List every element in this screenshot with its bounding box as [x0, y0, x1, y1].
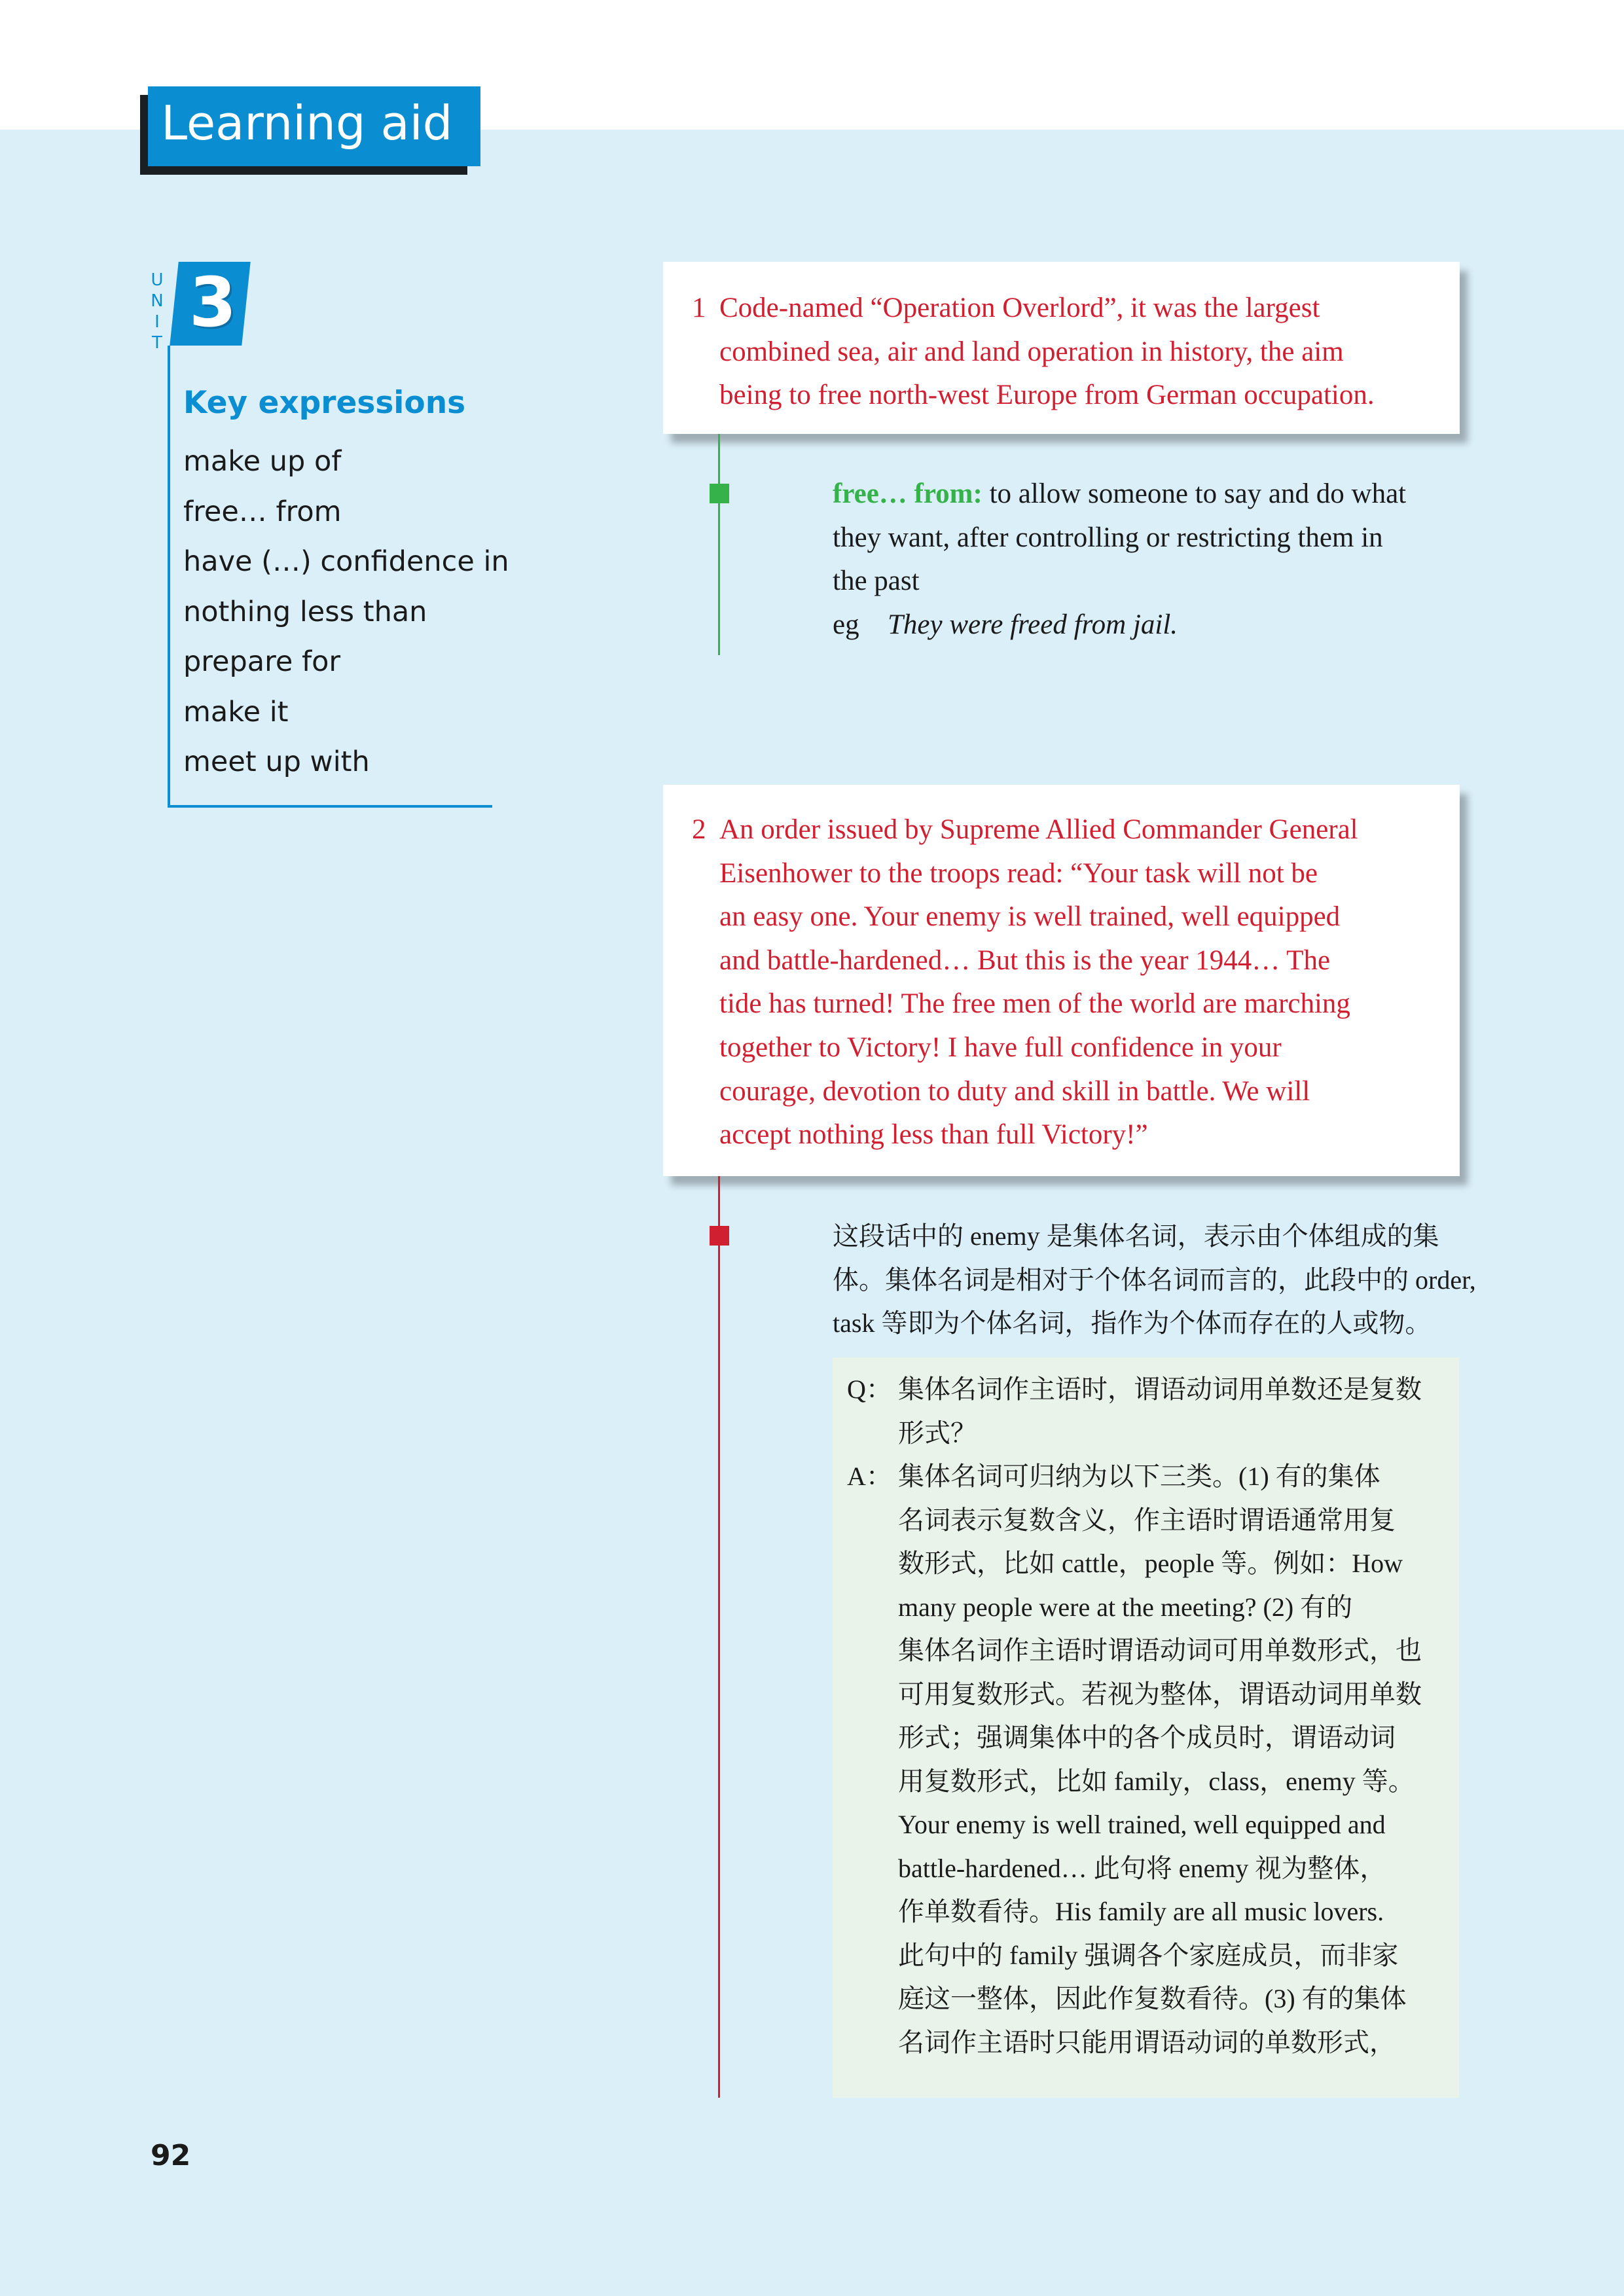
key-expression-item: make it — [183, 695, 289, 728]
quote-number: 1 — [692, 293, 706, 323]
example-text: They were freed from jail. — [888, 609, 1178, 640]
sidebar-rule-vertical — [168, 346, 170, 808]
answer-text: 用复数形式，比如 family，class，enemy 等。 — [898, 1766, 1415, 1796]
answer-continued — [898, 1499, 1422, 2065]
question-text: 集体名词作主语时，谓语动词用单数还是复数 — [898, 1374, 1422, 1404]
answer-text: 集体名词可归纳为以下三类。(1) 有的集体 — [898, 1462, 1380, 1491]
answer-line — [847, 1455, 1380, 1499]
quote-line: being to free north-west Europe from German occupation. — [719, 380, 1375, 410]
note-marker-red — [710, 1226, 729, 1246]
quote-line: Code-named “Operation Overlord”, it was the largest — [719, 293, 1320, 323]
quote-line: An order issued by Supreme Allied Commander General — [719, 814, 1358, 845]
quote-line: Eisenhower to the troops read: “Your task will not be — [719, 857, 1318, 889]
unit-number: 3 — [189, 262, 237, 342]
quote-card-1 — [663, 262, 1460, 434]
note-line: 体。集体名词是相对于个体名词而言的，此段中的 order, — [833, 1265, 1476, 1295]
note-connector-green — [718, 434, 720, 655]
unit-letter-n: N — [151, 291, 164, 311]
answer-text: 可用复数形式。若视为整体，谓语动词用单数 — [898, 1679, 1422, 1709]
highlighted-term: free… from: — [833, 478, 983, 509]
qa-box — [833, 1357, 1459, 2098]
key-expressions-title: Key expressions — [183, 385, 466, 421]
quote-card-2 — [663, 785, 1460, 1176]
unit-letter-t: T — [152, 333, 162, 353]
answer-text: 集体名词作主语时谓语动词可用单数形式，也 — [898, 1636, 1422, 1665]
quote-line: courage, devotion to duty and skill in battle. We will — [719, 1075, 1310, 1107]
quote-number: 2 — [692, 814, 706, 845]
page-number: 92 — [151, 2139, 191, 2172]
note-line: they want, after controlling or restricting them in — [833, 522, 1383, 553]
key-expression-item: prepare for — [183, 645, 341, 678]
quote-text — [719, 808, 1358, 1157]
quote-line: and battle-hardened… But this is the year 1944… The — [719, 944, 1331, 976]
unit-letter-u: U — [151, 270, 164, 290]
answer-text: 数形式，比如 cattle，people 等。例如：How — [898, 1549, 1403, 1578]
answer-label: A： — [847, 1462, 892, 1491]
key-expression-item: free… from — [183, 495, 342, 528]
answer-text: battle-hardened… 此句将 enemy 视为整体， — [898, 1853, 1386, 1883]
section-tag-label: Learning aid — [161, 96, 453, 151]
quote-line: accept nothing less than full Victory!” — [719, 1119, 1148, 1151]
answer-text: 形式；强调集体中的各个成员时，谓语动词 — [898, 1723, 1396, 1752]
key-expression-item: meet up with — [183, 745, 370, 778]
question-text: 形式？ — [898, 1418, 977, 1448]
note-line: the past — [833, 565, 920, 596]
note-collective-nouns — [833, 1215, 1476, 1346]
quote-text — [719, 287, 1375, 418]
note-marker-green — [710, 484, 729, 503]
quote-line: together to Victory! I have full confidence in your — [719, 1031, 1282, 1063]
question-continued — [898, 1412, 977, 1456]
answer-text: 作单数看待。His family are all music lovers. — [898, 1897, 1384, 1926]
quote-line: an easy one. Your enemy is well trained, well equipped — [719, 901, 1341, 933]
answer-text: Your enemy is well trained, well equipped and — [898, 1810, 1386, 1839]
key-expression-item: nothing less than — [183, 595, 427, 628]
quote-line: tide has turned! The free men of the world are marching — [719, 988, 1350, 1020]
unit-letter-i: I — [154, 312, 160, 332]
note-line — [833, 473, 1406, 516]
note-free-from — [833, 473, 1406, 647]
answer-text: 庭这一整体，因此作复数看待。(3) 有的集体 — [898, 1984, 1407, 2013]
key-expression-item: make up of — [183, 445, 342, 478]
answer-text: 此句中的 family 强调各个家庭成员，而非家 — [898, 1940, 1399, 1970]
answer-text: 名词作主语时只能用谓语动词的单数形式， — [898, 2027, 1396, 2057]
example-line — [833, 603, 1406, 647]
key-expressions-list — [183, 440, 509, 791]
answer-text: many people were at the meeting? (2) 有的 — [898, 1592, 1353, 1622]
question-label: Q： — [847, 1374, 892, 1404]
note-connector-red — [718, 1176, 720, 2098]
note-line: task 等即为个体名词，指作为个体而存在的人或物。 — [833, 1308, 1432, 1338]
unit-label — [149, 270, 165, 353]
note-line: 这段话中的 enemy 是集体名词，表示由个体组成的集 — [833, 1221, 1439, 1251]
key-expression-item: have (…) confidence in — [183, 545, 509, 578]
question-line — [847, 1368, 1422, 1412]
example-label: eg — [833, 609, 859, 640]
sidebar-rule-horizontal — [168, 805, 492, 808]
answer-text: 名词表示复数含义，作主语时谓语通常用复 — [898, 1505, 1396, 1535]
quote-line: combined sea, air and land operation in history, the aim — [719, 336, 1344, 367]
definition-text: to allow someone to say and do what — [982, 478, 1407, 509]
